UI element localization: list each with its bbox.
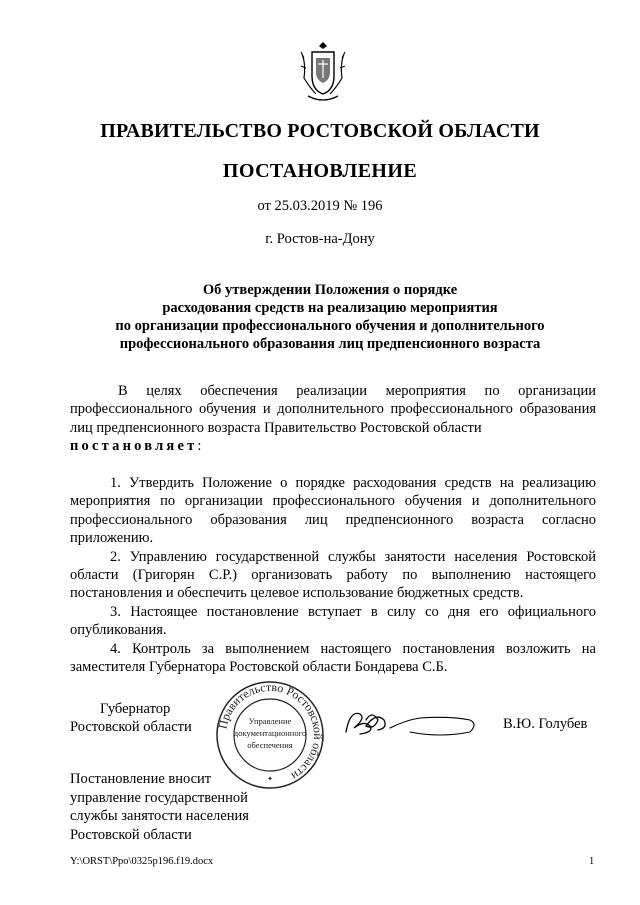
handwritten-signature — [340, 702, 480, 746]
signatory-name: В.Ю. Голубев — [503, 716, 588, 732]
submitted-by-line: Ростовской области — [70, 826, 192, 843]
signatory-position-line: Ростовской области — [70, 719, 192, 735]
document-type-heading: ПОСТАНОВЛЕНИЕ — [222, 160, 418, 182]
resolution-item: 2. Управлению государственной службы занятости населения Ростовской области (Григорян С.Р.) организовать работу по выполнению настоящего постановления и обеспечить целевое использование бюджетных средств. — [70, 548, 596, 602]
signatory-position-line: Губернатор — [100, 701, 171, 717]
resolution-item: 3. Настоящее постановление вступает в силу со дня его официального опубликования. — [70, 603, 596, 639]
submitted-by-note — [70, 770, 249, 844]
svg-text:✦: ✦ — [267, 775, 273, 783]
document-city: г. Ростов-на-Дону — [265, 231, 375, 247]
subject-line: расходования средств на реализацию мероприятия — [162, 300, 498, 316]
subject-line: по организации профессионального обучения и дополнительного — [115, 318, 545, 334]
signatory-position — [70, 700, 192, 736]
stamp-center-line: Управление — [248, 716, 292, 726]
stamp-center-line: обеспечения — [247, 740, 293, 750]
submitted-by-line: службы занятости населения — [70, 808, 249, 825]
preamble-text: В целях обеспечения реализации мероприятия по организации профессионального обучения и дополнительного профессионального образования лиц предпенсионного возраста Правительство Ростовской области — [70, 383, 596, 436]
preamble-paragraph — [70, 382, 596, 456]
stamp-ring-text: Правительство Ростовской области — [215, 680, 326, 784]
document-date-number: от 25.03.2019 № 196 — [257, 198, 383, 214]
stamp-center-line: документационного — [233, 728, 307, 738]
document-subject — [64, 281, 596, 353]
subject-line: профессионального образования лиц предпенсионного возраста — [119, 336, 541, 352]
decree-word: постановляет — [70, 438, 198, 455]
resolution-items — [70, 474, 596, 676]
decree-colon: : — [197, 438, 202, 455]
resolution-item: 1. Утвердить Положение о порядке расходования средств на реализацию мероприятия по организации профессионального обучения и дополнительного профессионального образования лиц предпенсионного возраста согласно приложению. — [70, 475, 596, 547]
resolution-item: 4. Контроль за выполнением настоящего постановления возложить на заместителя Губернатора Ростовской области Бондарева С.Б. — [70, 640, 596, 676]
footer-page-number: 1 — [589, 856, 595, 867]
footer-file-path: Y:\ORST\Ppo\0325p196.f19.docx — [70, 856, 214, 867]
coat-of-arms-emblem — [298, 38, 348, 104]
subject-line: Об утверждении Положения о порядке — [202, 282, 458, 298]
submitted-by-line: Постановление вносит — [70, 771, 212, 787]
submitted-by-line: управление государственной — [70, 789, 248, 806]
organization-title: ПРАВИТЕЛЬСТВО РОСТОВСКОЙ ОБЛАСТИ — [100, 120, 540, 142]
